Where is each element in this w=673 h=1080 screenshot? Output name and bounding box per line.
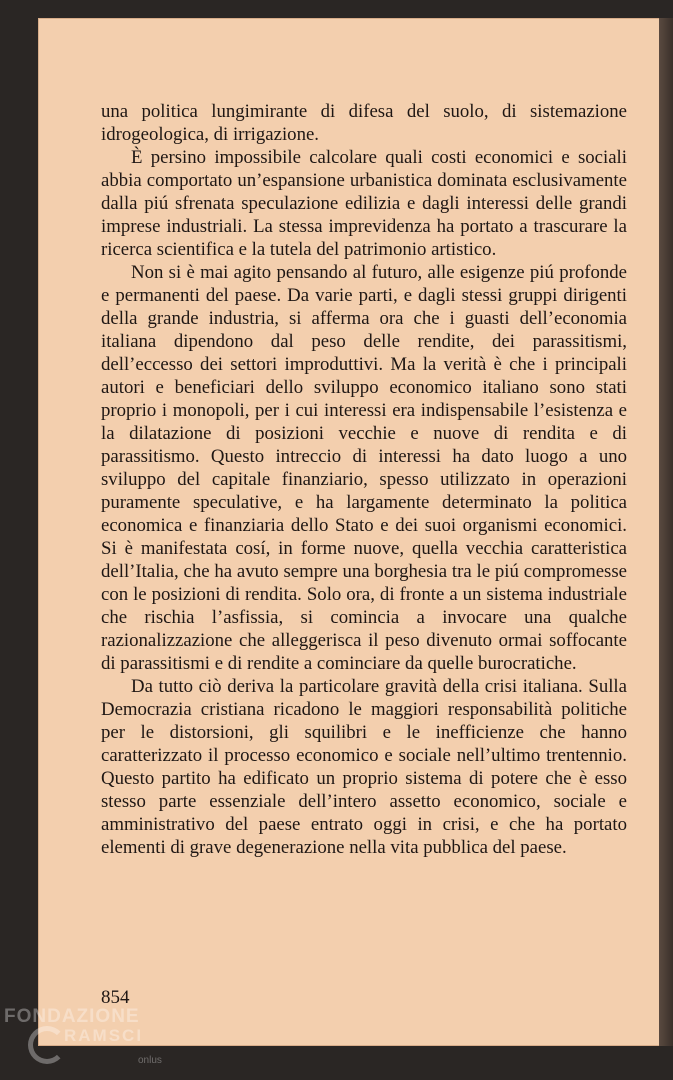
page-edge — [659, 18, 673, 1046]
watermark-logo — [4, 1006, 174, 1078]
watermark-line2: RAMSCI — [64, 1026, 144, 1045]
watermark-g-icon — [28, 1026, 66, 1064]
paragraph: una politica lungimirante di difesa del suolo, di sistemazione idrogeologica, di irrigazione. — [101, 101, 627, 145]
body-text — [101, 100, 627, 859]
paragraph: Non si è mai agito pensando al futuro, alle esigenze piú profonde e permanenti del paese. Da varie parti, e dagli stessi gruppi dirigenti della grande industria, si afferma ora che i guasti dell’economia italiana dipendono dal peso delle rendite, dei parassitismi, dell’eccesso dei settori improduttivi. Ma la verità è che i principali autori e beneficiari dello sviluppo economico italiano sono stati proprio i monopoli, per i cui interessi era indispensabile l’esistenza e la dilatazione di posizioni vecchie e nuove di rendita e di parassitismo. Questo intreccio di interessi ha dato luogo a uno sviluppo del capitale finanziario, spesso utilizzato in operazioni puramente speculative, e ha largamente determinato la politica economica e finanziaria dello Stato e dei suoi organismi economici. Si è manifestata cosí, in forme nuove, quella vecchia caratteristica dell’Italia, che ha avuto sempre una borghesia tra le piú compromesse con le posizioni di rendita. Solo ora, di fronte a un sistema industriale che rischia l’asfissia, si comincia a invocare una qualche razionalizzazione che alleggerisca il peso divenuto ormai soffocante di parassitismi e di rendite a cominciare da quelle burocratiche. — [101, 262, 627, 674]
paragraph: È persino impossibile calcolare quali costi economici e sociali abbia comportato un’espansione urbanistica dominata esclusivamente dalla piú sfrenata speculazione edilizia e dagli interessi delle grandi imprese industriali. La stessa imprevidenza ha portato a trascurare la ricerca scientifica e la tutela del patrimonio artistico. — [101, 147, 627, 260]
watermark-line3: onlus — [138, 1055, 162, 1066]
watermark-line1: FONDAZIONE — [4, 1006, 140, 1027]
page-number: 854 — [101, 987, 130, 1008]
paragraph: Da tutto ciò deriva la particolare gravità della crisi italiana. Sulla Democrazia cristiana ricadono le maggiori responsabilità politiche per le distorsioni, gli squilibri e le inefficienze che hanno caratterizzato il processo economico e sociale nell’ultimo trentennio. Questo partito ha edificato un proprio sistema di potere che è esso stesso parte essenziale dell’intero assetto economico, sociale e amministrativo del paese entrato oggi in crisi, e che ha portato elementi di grave degenerazione nella vita pubblica del paese. — [101, 676, 627, 858]
